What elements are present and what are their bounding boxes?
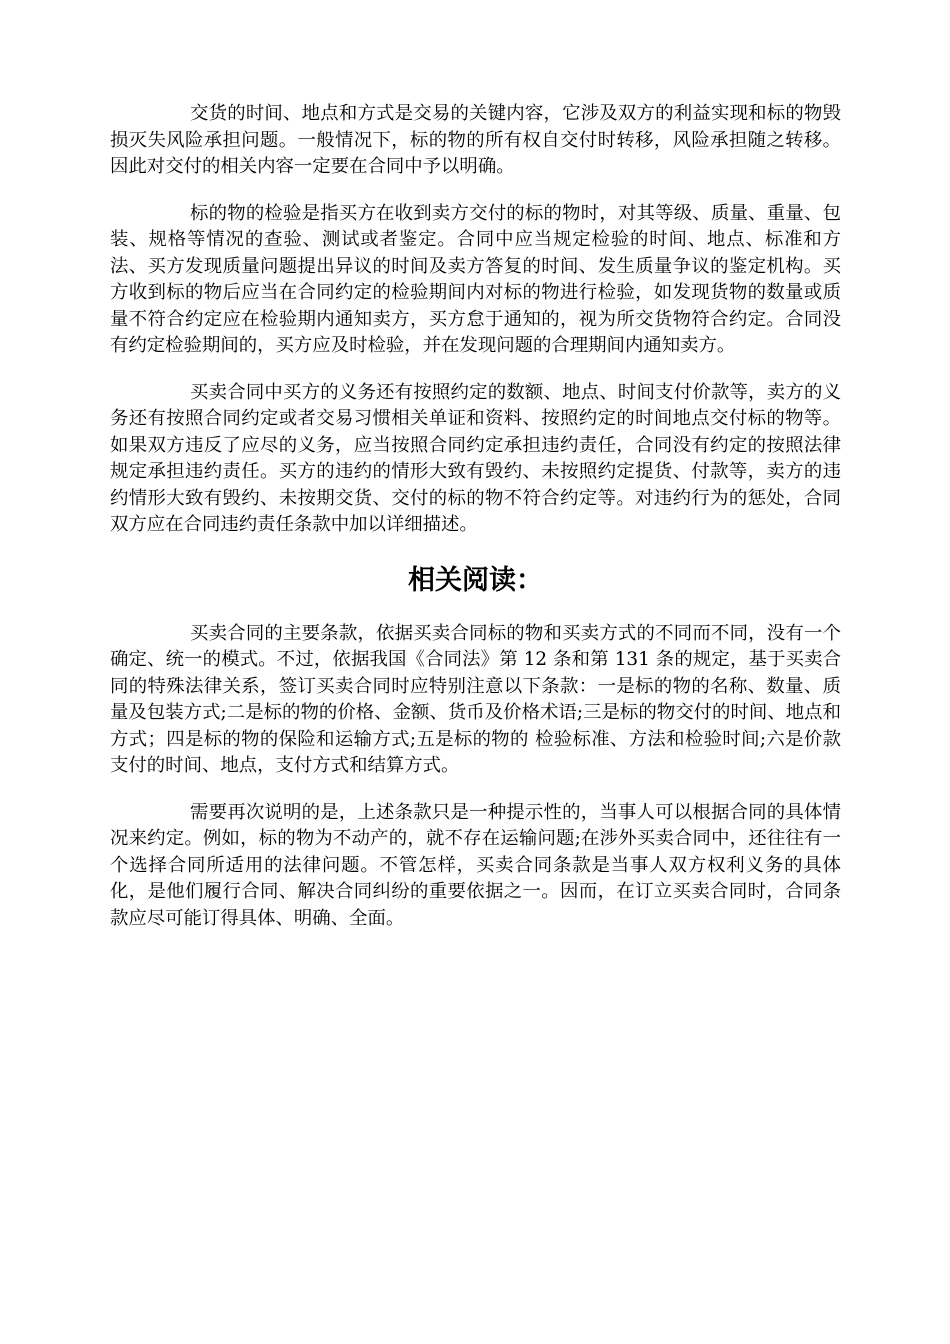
paragraph-main-clauses: 买卖合同的主要条款，依据买卖合同标的物和买卖方式的不同而不同，没有一个确定、统一的模式。不过，依据我国《合同法》第 12 条和第 131 条的规定，基于买卖合同的特殊法律关系，签订买卖合同时应特别注意以下条款：一是标的物的名称、数量、质量及包装方式;二是标的物的价格、金额、货币及价格术语;三是标的物交付的时间、地点和方式；四是标的物的保险和运输方式;五是标的物的 检验标准、方法和检验时间;六是价款支付的时间、地点，支付方式和结算方式。 bbox=[110, 622, 841, 776]
paragraph-clause-note: 需要再次说明的是，上述条款只是一种提示性的，当事人可以根据合同的具体情况来约定。例如，标的物为不动产的，就不存在运输问题;在涉外买卖合同中，还往往有一个选择合同所适用的法律问题。不管怎样，买卖合同条款是当事人双方权利义务的具体化，是他们履行合同、解决合同纠纷的重要依据之一。因而，在订立买卖合同时，合同条款应尽可能订得具体、明确、全面。 bbox=[110, 801, 841, 929]
paragraph-inspection: 标的物的检验是指买方在收到卖方交付的标的物时，对其等级、质量、重量、包装、规格等情况的查验、测试或者鉴定。合同中应当规定检验的时间、地点、标准和方法、买方发现质量问题提出异议的时间及卖方答复的时间、发生质量争议的鉴定机构。买方收到标的物后应当在合同约定的检验期间内对标的物进行检验，如发现货物的数量或质量不符合约定应在检验期内通知卖方，买方怠于通知的，视为所交货物符合约定。合同没有约定检验期间的，买方应及时检验，并在发现问题的合理期间内通知卖方。 bbox=[110, 202, 841, 356]
document-page bbox=[110, 101, 841, 932]
related-reading-heading: 相关阅读： bbox=[408, 564, 543, 596]
paragraph-delivery: 交货的时间、地点和方式是交易的关键内容，它涉及双方的利益实现和标的物毁损灭失风险承担问题。一般情况下，标的物的所有权自交付时转移，风险承担随之转移。因此对交付的相关内容一定要在合同中予以明确。 bbox=[110, 103, 841, 177]
paragraph-obligations: 买卖合同中买方的义务还有按照约定的数额、地点、时间支付价款等，卖方的义务还有按照合同约定或者交易习惯相关单证和资料、按照约定的时间地点交付标的物等。如果双方违反了应尽的义务，应当按照合同约定承担违约责任，合同没有约定的按照法律规定承担违约责任。买方的违约的情形大致有毁约、未按照约定提货、付款等，卖方的违约情形大致有毁约、未按期交货、交付的标的物不符合约定等。对违约行为的惩处，合同双方应在合同违约责任条款中加以详细描述。 bbox=[110, 381, 841, 535]
